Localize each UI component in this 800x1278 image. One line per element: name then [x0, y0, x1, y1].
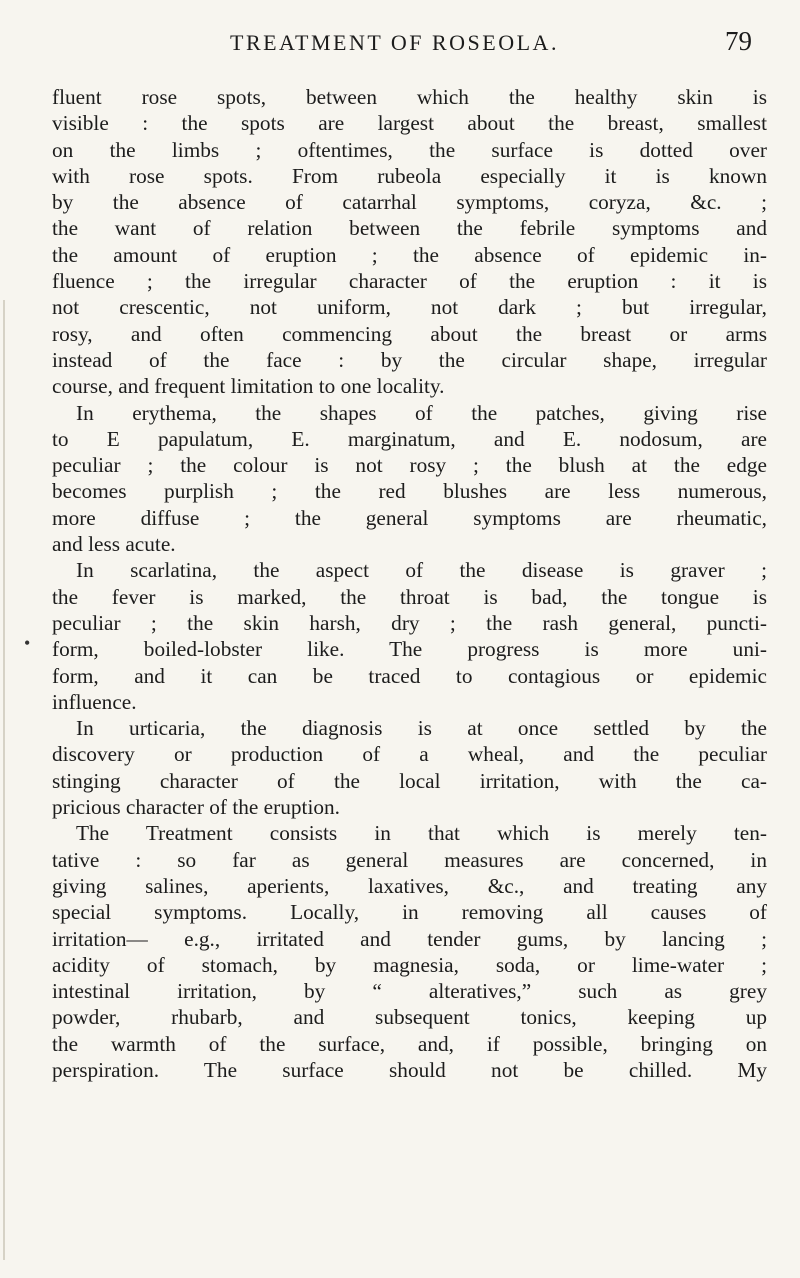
margin-mark: • — [24, 633, 31, 653]
text-line: giving salines, aperients, laxatives, &c., and treating any — [52, 873, 767, 898]
text-line: fluent rose spots, between which the healthy skin is — [52, 85, 767, 109]
text-line: the amount of eruption ; the absence of epidemic in- — [52, 242, 767, 267]
page-edge-shadow — [3, 300, 5, 1260]
text-line: by the absence of catarrhal symptoms, coryza, &c. ; — [52, 190, 767, 215]
running-title: TREATMENT OF ROSEOLA. — [230, 30, 559, 55]
text-line: fluence ; the irregular character of the eruption : it is — [52, 269, 767, 294]
body-text — [52, 84, 767, 1083]
text-line: stinging character of the local irritation, with the ca- — [52, 768, 767, 793]
text-line: form, and it can be traced to contagious or epidemic — [52, 663, 767, 688]
text-line: the warmth of the surface, and, if possible, bringing on — [52, 1031, 767, 1056]
text-line: course, and frequent limitation to one locality. — [52, 374, 445, 399]
text-line: powder, rhubarb, and subsequent tonics, keeping up — [52, 1005, 767, 1030]
text-line: special symptoms. Locally, in removing all causes of — [52, 900, 767, 925]
text-line: visible : the spots are largest about the breast, smallest — [52, 111, 767, 136]
text-line: influence. — [52, 689, 137, 714]
text-line: In erythema, the shapes of the patches, giving rise — [76, 400, 767, 425]
running-head — [0, 22, 800, 72]
text-line: peculiar ; the skin harsh, dry ; the rash general, puncti- — [52, 610, 767, 635]
text-line: becomes purplish ; the red blushes are less numerous, — [52, 479, 767, 504]
text-line: pricious character of the eruption. — [52, 795, 340, 820]
text-line: The Treatment consists in that which is merely ten- — [76, 821, 767, 846]
text-line: tative : so far as general measures are concerned, in — [52, 847, 767, 872]
text-line: not crescentic, not uniform, not dark ; but irregular, — [52, 295, 767, 320]
text-line: intestinal irritation, by “ alteratives,” such as grey — [52, 979, 767, 1004]
text-line: on the limbs ; oftentimes, the surface is dotted over — [52, 137, 767, 162]
text-line: and less acute. — [52, 532, 176, 557]
text-line: perspiration. The surface should not be chilled. My — [52, 1057, 767, 1082]
text-line: acidity of stomach, by magnesia, soda, or lime-water ; — [52, 952, 767, 977]
text-line: rosy, and often commencing about the breast or arms — [52, 321, 767, 346]
text-line: In urticaria, the diagnosis is at once settled by the — [76, 716, 767, 741]
text-line: to E papulatum, E. marginatum, and E. nodosum, are — [52, 426, 767, 451]
text-line: form, boiled-lobster like. The progress is more uni- — [52, 637, 767, 662]
page-number: 79 — [725, 26, 752, 56]
text-line: more diffuse ; the general symptoms are rheumatic, — [52, 505, 767, 530]
text-line: instead of the face : by the circular shape, irregular — [52, 347, 767, 372]
text-line: In scarlatina, the aspect of the disease is graver ; — [76, 558, 767, 583]
text-line: irritation— e.g., irritated and tender gums, by lancing ; — [52, 926, 767, 951]
text-line: the want of relation between the febrile symptoms and — [52, 216, 767, 241]
text-line: discovery or production of a wheal, and the peculiar — [52, 742, 767, 767]
text-line: with rose spots. From rubeola especially it is known — [52, 163, 767, 188]
text-line: the fever is marked, the throat is bad, the tongue is — [52, 584, 767, 609]
text-line: peculiar ; the colour is not rosy ; the blush at the edge — [52, 453, 767, 478]
